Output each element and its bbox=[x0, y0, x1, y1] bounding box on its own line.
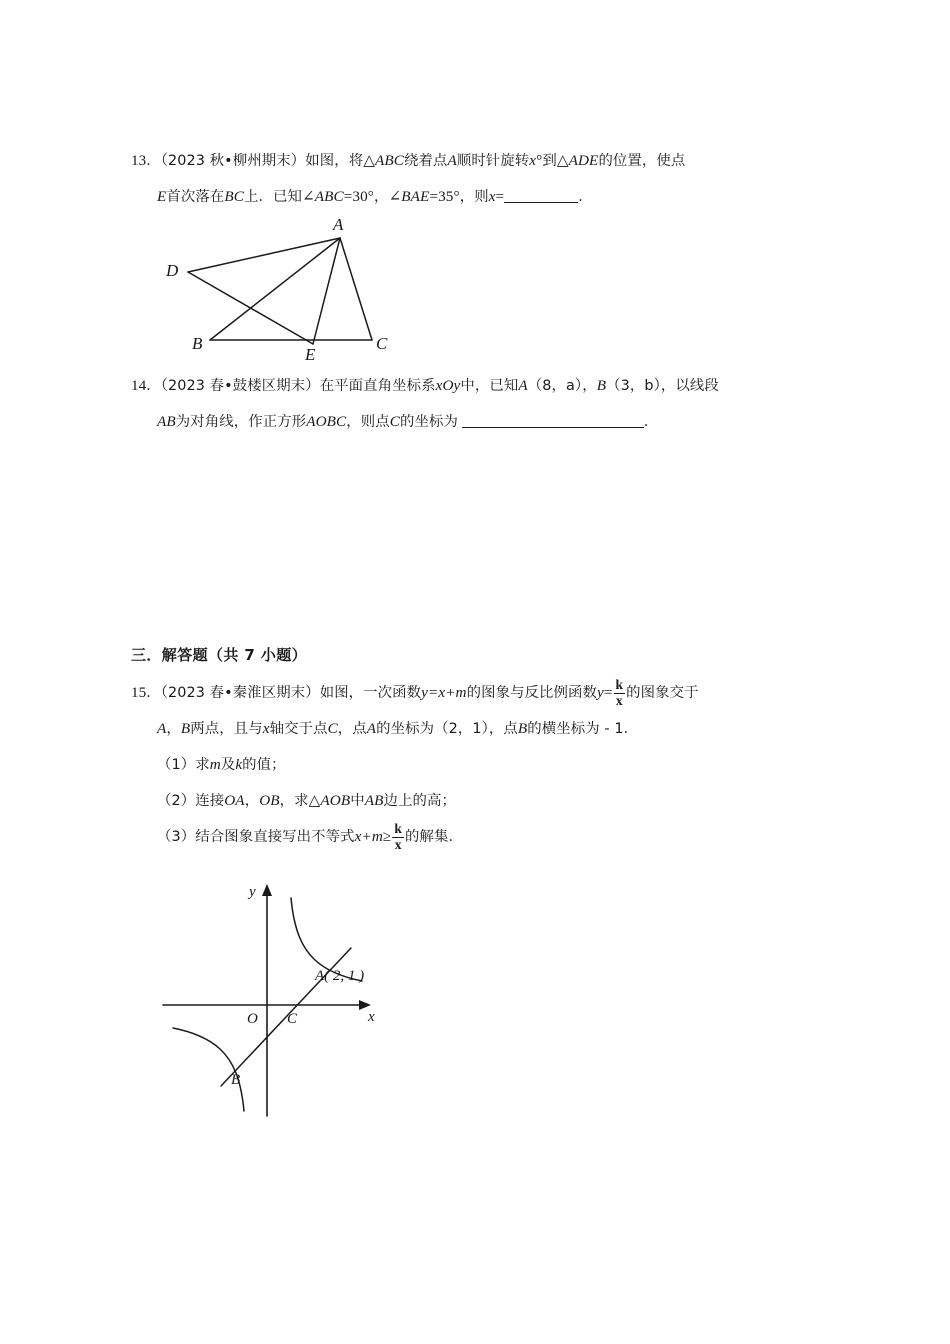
segment-de bbox=[188, 272, 313, 344]
y-axis-label: y bbox=[249, 884, 256, 900]
problem-14-seg-ab: AB bbox=[157, 413, 176, 430]
problem-13-number: 13 bbox=[131, 152, 147, 169]
figure-13-label-a: A bbox=[333, 215, 344, 234]
origin-label: O bbox=[247, 1011, 258, 1027]
figure-problem-15-graph bbox=[155, 878, 390, 1123]
problem-15-sub1-text-a: 求 bbox=[195, 757, 210, 773]
problem-15-text-a: 如图，一次函数 bbox=[319, 685, 422, 701]
problem-15-comma: ， bbox=[166, 721, 181, 737]
point-c-label: C bbox=[287, 1011, 298, 1027]
problem-15-point-a: A bbox=[157, 720, 167, 737]
problem-15-line-1: 15．（2023 春•秦淮区期末）如图，一次函数y=x+m的图象与反比例函数y= $\frac{k}{x}$ 的图象交于 bbox=[131, 677, 699, 708]
problem-15-sub2-text-d: 边上的高； bbox=[383, 793, 456, 809]
problem-15-sub1-label: （1） bbox=[157, 757, 196, 773]
problem-15-sub3-expr: x+m bbox=[354, 828, 383, 845]
problem-13-source: （2023 秋•柳州期末） bbox=[160, 153, 306, 169]
problem-13-var-x2: x bbox=[488, 188, 496, 205]
problem-14-source: （2023 春•鼓楼区期末） bbox=[160, 378, 320, 394]
problem-15-sub3-label: （3） bbox=[157, 829, 196, 845]
problem-13-equals: = bbox=[495, 188, 505, 205]
problem-13-var-a: A bbox=[447, 152, 457, 169]
x-axis-label: x bbox=[368, 1009, 375, 1025]
problem-13-comma-1: ， bbox=[373, 189, 389, 205]
problem-13-period: ． bbox=[578, 189, 593, 205]
problem-14-square-aobc: AOBC bbox=[306, 413, 347, 430]
problem-14-coord-system: xOy bbox=[435, 377, 461, 394]
figure-13-label-e: E bbox=[305, 345, 316, 363]
problem-13-triangle-abc: △ABC bbox=[363, 152, 404, 169]
fraction-denominator-x-2: x bbox=[394, 836, 402, 852]
problem-15-sub3-ge-sign: ≥ bbox=[382, 828, 392, 845]
problem-14-line-1: 14．（2023 春•鼓楼区期末）在平面直角坐标系xOy中，已知A（8，a），B（3，b），以线段 bbox=[131, 377, 719, 394]
problem-15-sub1-var-k: k bbox=[235, 756, 243, 773]
problem-15-sub-2 bbox=[131, 783, 821, 819]
problem-15-source: （2023 春•秦淮区期末） bbox=[160, 685, 320, 701]
figure-problem-13 bbox=[150, 208, 400, 363]
figure-13-label-c: C bbox=[376, 334, 388, 353]
problem-15-text-c: 的图象交于 bbox=[626, 685, 699, 701]
problem-15-text-f: ，点 bbox=[337, 721, 367, 737]
problem-13 bbox=[131, 143, 821, 215]
problem-15-sub2-text-b: ，求 bbox=[279, 793, 309, 809]
segment-ae bbox=[313, 238, 340, 344]
problem-14-point-b: B bbox=[596, 377, 607, 394]
problem-13-text-b: 绕着点 bbox=[403, 153, 448, 169]
problem-15-fraction-k-over-x bbox=[614, 678, 626, 707]
problem-15-sub2-text-a: 连接 bbox=[195, 793, 225, 809]
problem-15-sub-1 bbox=[131, 747, 821, 783]
problem-14-number: 14 bbox=[131, 377, 147, 394]
problem-15-point-a2: A bbox=[366, 720, 377, 737]
problem-15-text-d: 两点，且与 bbox=[190, 721, 263, 737]
fraction-numerator-k-2: k bbox=[394, 821, 402, 837]
problem-15-fn2-equals: = bbox=[603, 684, 613, 701]
problem-13-triangle-ade: △ADE bbox=[556, 152, 599, 169]
problem-13-var-x: x bbox=[529, 152, 537, 169]
problem-13-var-e: E bbox=[157, 188, 167, 205]
problem-13-answer-blank[interactable] bbox=[504, 202, 578, 203]
problem-15-axis-x: x bbox=[262, 720, 270, 737]
problem-15-sub2-label: （2） bbox=[157, 793, 196, 809]
problem-14-text-c: ，以线段 bbox=[660, 378, 719, 394]
problem-15-text-b: 的图象与反比例函数 bbox=[466, 685, 598, 701]
problem-13-text-f: 首次落在 bbox=[166, 189, 225, 205]
problem-14 bbox=[131, 368, 821, 440]
problem-15-fn1-expr: =x+m bbox=[427, 684, 467, 701]
problem-15-sub3-fraction-k-over-x bbox=[392, 822, 404, 851]
problem-15 bbox=[131, 675, 821, 855]
problem-15-sub1-text-b: 及 bbox=[220, 757, 236, 773]
figure-13-label-b: B bbox=[192, 334, 203, 353]
hyperbola-branch-quadrant-3 bbox=[173, 1028, 244, 1111]
segment-ac bbox=[340, 238, 372, 340]
problem-13-text-g: 上．已知 bbox=[243, 189, 302, 205]
problem-14-text-d: 为对角线，作正方形 bbox=[175, 414, 307, 430]
fraction-numerator-k: k bbox=[615, 677, 624, 693]
problem-13-comma-2: ， bbox=[459, 189, 475, 205]
figure-13-label-d: D bbox=[166, 261, 179, 280]
problem-14-comma: ， bbox=[582, 378, 597, 394]
problem-13-text-a: 如图，将 bbox=[305, 153, 364, 169]
point-a-label: A( 2, 1 ) bbox=[315, 968, 365, 984]
problem-15-sub-3 bbox=[131, 819, 821, 855]
problem-13-text-e: 的位置，使点 bbox=[598, 153, 686, 169]
problem-13-degree: ° bbox=[536, 152, 543, 169]
point-b-label: B bbox=[231, 1072, 241, 1088]
problem-14-point-c: C bbox=[389, 413, 400, 430]
problem-15-text-g: 的坐标为（2，1），点 bbox=[376, 721, 518, 737]
problem-13-angle-bae-value: =35° bbox=[429, 188, 460, 205]
fraction-denominator-x: x bbox=[615, 692, 623, 708]
problem-13-seg-bc: BC bbox=[224, 188, 244, 205]
problem-15-sub3-text-a: 结合图象直接写出不等式 bbox=[195, 829, 355, 845]
y-axis-arrow bbox=[262, 884, 272, 896]
problem-13-angle-abc-value: =30° bbox=[343, 188, 374, 205]
problem-14-answer-blank[interactable] bbox=[462, 427, 644, 428]
problem-15-sub3-text-b: 的解集． bbox=[404, 829, 463, 845]
problem-15-fn1-y: y bbox=[421, 684, 428, 701]
problem-14-point-a-coord: （8，a） bbox=[527, 378, 583, 394]
problem-14-line-2 bbox=[131, 404, 821, 440]
problem-15-sub1-var-m: m bbox=[209, 756, 221, 773]
problem-15-line-2 bbox=[131, 711, 821, 747]
problem-14-point-b-coord: （3，b） bbox=[606, 378, 661, 394]
problem-14-text-a: 在平面直角坐标系 bbox=[319, 378, 436, 394]
problem-14-text-e: ，则点 bbox=[346, 414, 390, 430]
problem-15-text-e: 轴交于点 bbox=[269, 721, 328, 737]
problem-13-text-d: 到 bbox=[542, 153, 557, 169]
problem-15-sub2-comma: ， bbox=[244, 793, 260, 809]
problem-15-text-h: 的横坐标为 - 1． bbox=[527, 721, 639, 737]
problem-15-point-b2: B bbox=[517, 720, 528, 737]
problem-15-sub2-triangle-aob: △AOB bbox=[308, 792, 351, 809]
problem-15-sub2-seg-ob: OB bbox=[259, 792, 280, 809]
problem-15-point-b: B bbox=[180, 720, 191, 737]
problem-15-sub1-text-c: 的值； bbox=[242, 757, 286, 773]
problem-15-sub2-text-c: 中 bbox=[350, 793, 365, 809]
problem-13-line-1: 13．（2023 秋•柳州期末）如图，将△ABC绕着点A顺时针旋转x°到△ADE的位置，使点 bbox=[131, 152, 686, 169]
problem-14-text-f: 的坐标为 bbox=[399, 414, 458, 430]
problem-13-text-c: 顺时针旋转 bbox=[456, 153, 530, 169]
problem-15-point-c: C bbox=[327, 720, 338, 737]
problem-13-text-h: 则 bbox=[474, 189, 489, 205]
problem-15-number: 15 bbox=[131, 684, 147, 701]
problem-15-sub2-seg-ab: AB bbox=[364, 792, 384, 809]
problem-14-period: ． bbox=[643, 414, 659, 430]
problem-15-sub2-seg-oa: OA bbox=[224, 792, 245, 809]
problem-15-fn2-y: y bbox=[597, 684, 604, 701]
section-heading: 三．解答题（共 7 小题） bbox=[131, 646, 308, 664]
problem-14-point-a: A bbox=[518, 377, 528, 394]
problem-14-text-b: 中，已知 bbox=[460, 378, 519, 394]
problem-13-angle-abc: ∠ABC bbox=[301, 188, 344, 205]
problem-13-angle-bae: ∠BAE bbox=[388, 188, 430, 205]
